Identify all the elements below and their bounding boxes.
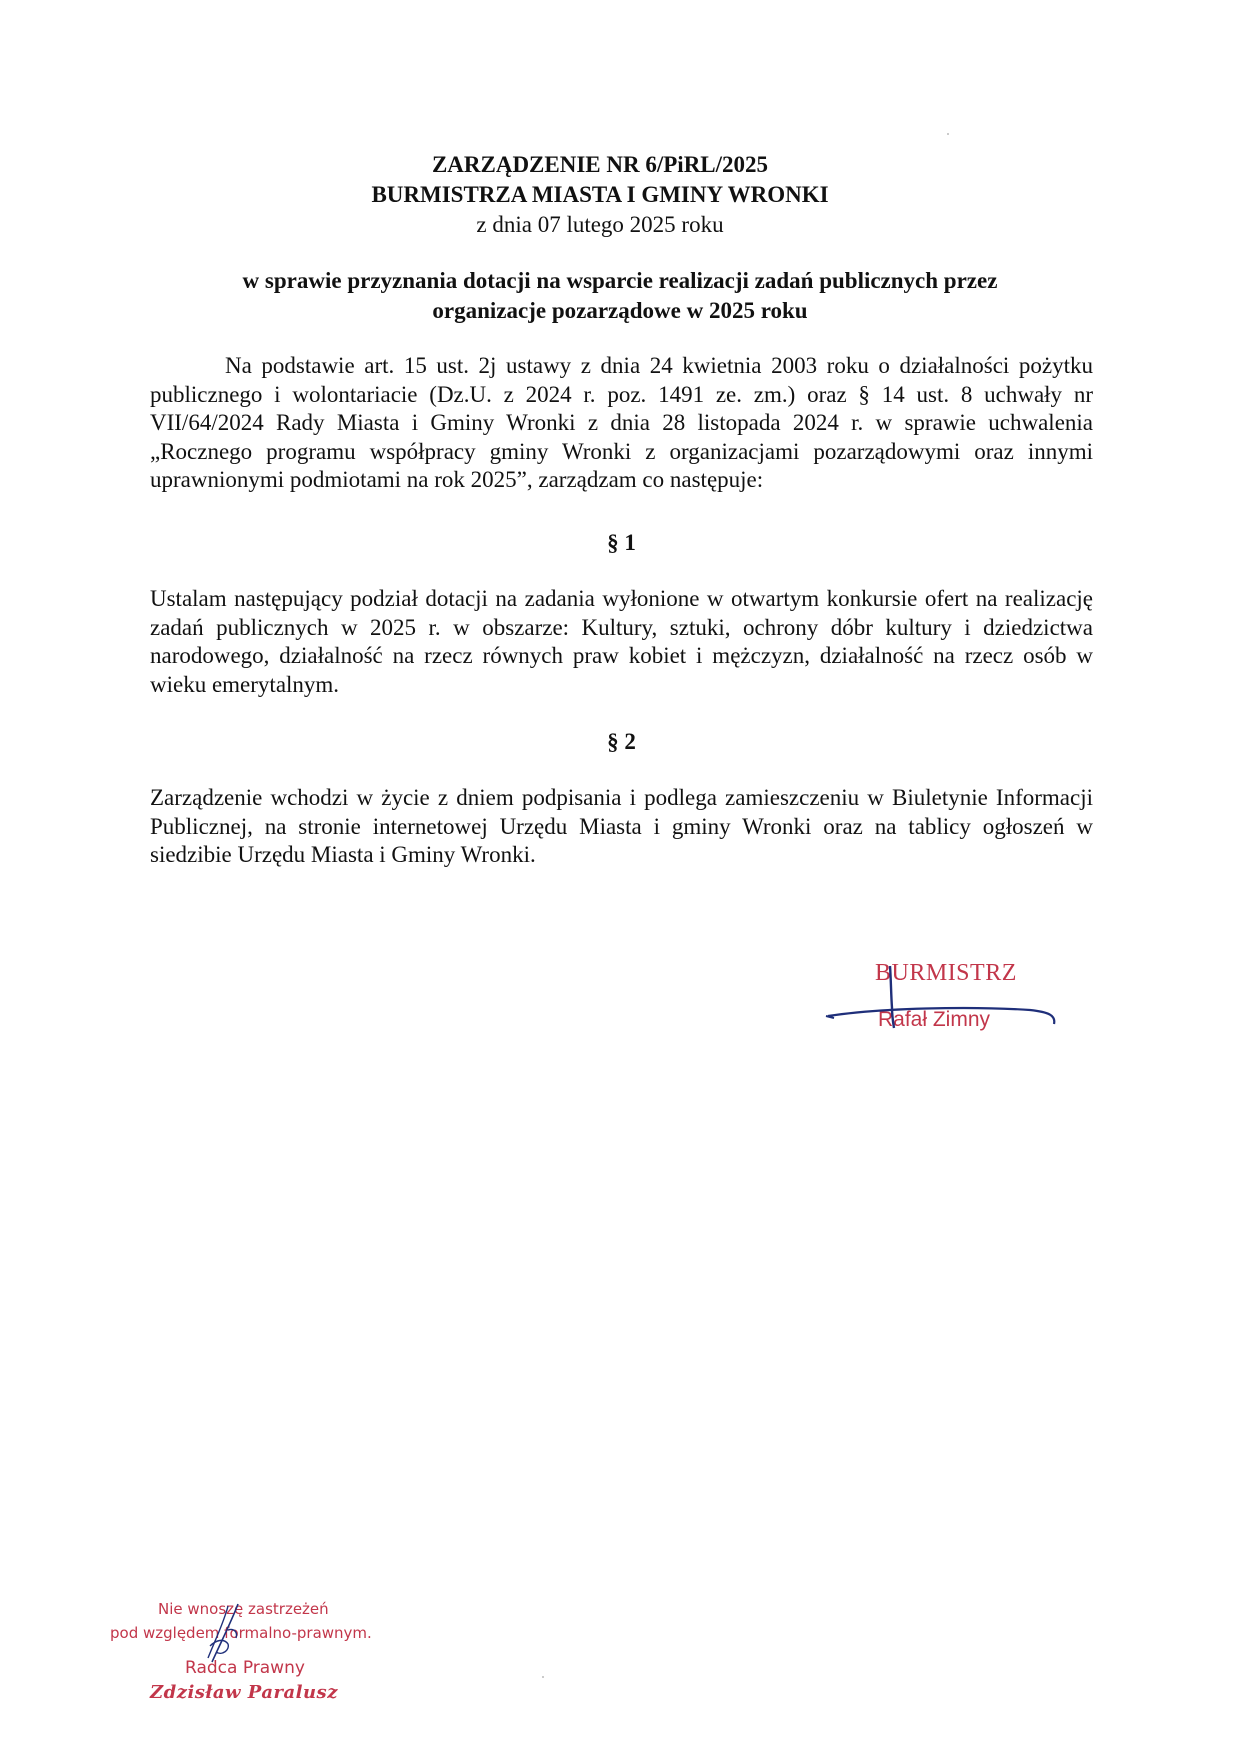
legal-stamp-title: Radca Prawny (185, 1658, 305, 1678)
mayor-stamp-title: BURMISTRZ (875, 960, 1017, 986)
subject-line-1: w sprawie przyznania dotacji na wsparcie realizacji zadań publicznych przez (242, 268, 998, 293)
legal-signature (110, 1600, 430, 1710)
legal-stamp-name: Zdzisław Paralusz (150, 1682, 338, 1703)
legal-stamp-line-2: pod względem formalno-prawnym. (110, 1624, 372, 1642)
mayor-signature (820, 960, 1100, 1060)
legal-advisor-stamp (110, 1600, 430, 1710)
mayor-stamp-name: Rafał Zimny (878, 1008, 991, 1031)
mayor-stamp (820, 960, 1100, 1060)
legal-stamp-line-1: Nie wnoszę zastrzeżeń (158, 1600, 329, 1618)
scan-speck (947, 133, 949, 135)
scan-speck (542, 1676, 544, 1678)
document-subject (150, 266, 1090, 326)
issuer: BURMISTRZA MIASTA I GMINY WRONKI (371, 182, 829, 207)
subject-line-2: organizacje pozarządowe w 2025 roku (432, 298, 808, 323)
order-number: ZARZĄDZENIE NR 6/PiRL/2025 (431, 152, 769, 177)
section-2-text: Zarządzenie wchodzi w życie z dniem podpisania i podlega zamieszczeniu w Biuletynie Informacji Publicznej, na stronie internetowej Urzędu Miasta i gminy Wronki oraz na tablicy ogłoszeń w siedzibie Urzędu Miasta i Gminy Wronki. (150, 785, 1093, 867)
section-1-text: Ustalam następujący podział dotacji na zadania wyłonione w otwartym konkursie ofert na realizację zadań publicznych w 2025 r. w obszarze: Kultury, sztuki, ochrony dóbr kultury i dziedzictwa narodowego, działalność na rzecz równych praw kobiet i mężczyzn, działalność na rzecz osób w wieku emerytalnym. (150, 586, 1093, 697)
section-2-heading: § 2 (607, 729, 636, 754)
document-header (150, 150, 1050, 240)
order-date: z dnia 07 lutego 2025 roku (476, 212, 724, 237)
preamble-paragraph: Na podstawie art. 15 ust. 2j ustawy z dnia 24 kwietnia 2003 roku o działalności pożytku publicznego i wolontariacie (Dz.U. z 2024 r. poz. 1491 ze. zm.) oraz § 14 ust. 8 uchwały nr VII/64/2024 Rady Miasta i Gminy Wronki z dnia 28 listopada 2024 r. w sprawie uchwalenia „Rocznego programu współpracy gminy Wronki z organizacjami pozarządowymi oraz innymi uprawnionymi podmiotami na rok 2025”, zarządzam co następuje: (150, 353, 1093, 492)
section-1-heading: § 1 (607, 530, 636, 555)
